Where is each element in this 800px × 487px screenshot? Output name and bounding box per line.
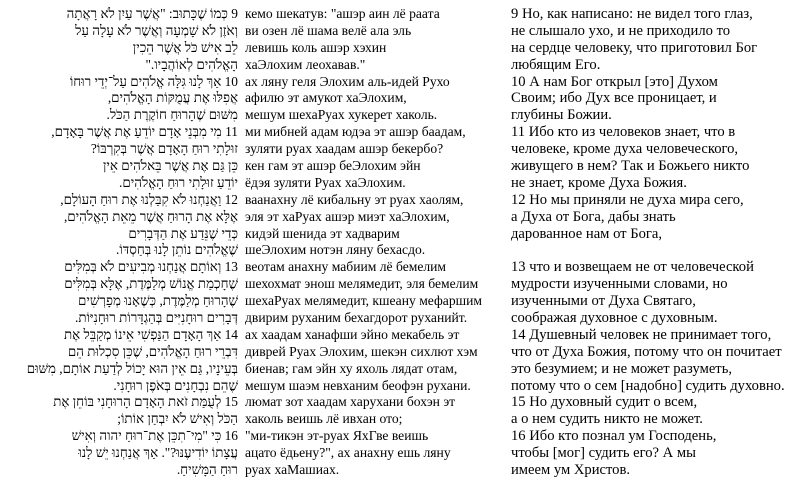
hebrew-line: בְּעֵינָיו, גַּם אֵין הוּא יָכוֹל לְדַעַת אוֹתָם, מִשּׁוּם	[26, 360, 238, 376]
russian-line: 12 Но мы приняли не духа мира сего,	[511, 191, 744, 208]
transliteration-line: кидэй шенида эт хадварим	[245, 225, 400, 241]
hebrew-line: דִּבְרֵי רוּחַ הָאֱלֹהִים, שֶׁכֵּן סִכְלוּת הֵם	[67, 343, 238, 359]
transliteration-line: мешум шехаРуах хукерет хаколь.	[245, 107, 438, 123]
transliteration-line: шехохмат энош мелямедит, эля бемелим	[245, 276, 479, 292]
hebrew-line: אֲפִלּוּ אֶת עֲמֻקּוֹת הָאֱלֹהִים,	[107, 90, 238, 106]
hebrew-line: הָאֱלֹהִים לְאוֹהֲבָיו."	[145, 56, 238, 72]
hebrew-text-column	[6, 6, 238, 479]
transliteration-line: кен гам эт ашэр беЭлохим эйн	[245, 158, 421, 174]
russian-line: а о нем судить никто не может.	[511, 411, 703, 428]
russian-line: имеем ум Христов.	[511, 462, 631, 479]
transliteration-line: люмат зот хаадам харухани бохэн эт	[245, 394, 456, 410]
russian-line: живущего в нем? Так и Божьего никто	[511, 158, 750, 175]
hebrew-line: עֲצָתוֹ יוֹדִיעֶנּוּ?". אַךְ אֲנַחְנוּ יֵשׁ לָנוּ	[78, 445, 238, 461]
russian-line: а Духа от Бога, дабы знать	[511, 208, 676, 225]
transliteration-line: ёдэя зуляти Руах хаЭлохим.	[245, 174, 406, 190]
transliteration-line: шехаРуах мелямедит, кшеану мефаршим	[245, 293, 482, 309]
hebrew-line: 15 לְעֻמַּת זֹאת הָאָדָם הָרוּחָנִי בּוֹחֵן אֶת	[53, 394, 238, 410]
russian-line: потому что о сем [надобно] судить духовно.	[511, 377, 785, 394]
transliteration-line: ми мибней адам юдэа эт ашэр баадам,	[245, 124, 466, 140]
hebrew-line: כֵּן גַּם אֶת אֲשֶׁר בֵּאלֹהִים אֵין	[102, 158, 238, 174]
hebrew-line: וְאֹזֶן לֹא שָׁמְעָה וְאֲשֶׁר לֹא עָלָה עַל	[75, 22, 238, 38]
transliteration-line: диврей Руах Элохим, шекэн сихлют хэм	[245, 343, 478, 359]
russian-line: Своим; ибо Дух все проницает, и	[511, 90, 717, 107]
transliteration-line: зуляти руах хаадам ашэр бекербо?	[245, 141, 444, 157]
transliteration-line: шеЭлохим нотэн ляну бехасдо.	[245, 242, 426, 258]
hebrew-line: שֶׁהָרוּחַ מְלַמֶּדֶת, כְּשֶׁאָנוּ מְפָרְשִׁים	[78, 293, 238, 309]
russian-line: 13 что и возвещаем не от человеческой	[511, 259, 754, 276]
transliteration-line: руах хаМашиах.	[245, 462, 340, 478]
transliteration-line: эля эт хаРуах ашэр миэт хаЭлохим,	[245, 208, 450, 224]
russian-line: соображая духовное с духовным.	[511, 310, 718, 327]
hebrew-line: אֶלָּא אֶת הָרוּחַ אֲשֶׁר מֵאֵת הָאֱלֹהִים,	[63, 208, 238, 224]
russian-line: это безумием; и не может разуметь,	[511, 360, 732, 377]
russian-line: что от Духа Божия, потому что он почитает	[511, 343, 782, 360]
transliteration-line: ви озен лё шама велё ала эль	[245, 22, 412, 38]
hebrew-line: 9 כְּמוֹ שֶׁכָּתוּב: "אֲשֶׁר עַיִן לֹא רָאֲתָה	[66, 6, 238, 21]
russian-line: изученными от Духа Святаго,	[511, 293, 696, 310]
transliteration-line: двирим руханим бехагдорот руханийт.	[245, 310, 468, 326]
hebrew-line: שֶׁאֱלֹהִים נוֹתֵן לָנוּ בְּחַסְדּוֹ.	[115, 242, 238, 258]
hebrew-line: יוֹדֵעַ זוּלָתִי רוּחַ הָאֱלֹהִים.	[119, 174, 238, 190]
transliteration-line: "ми-тикэн эт-руах ЯхГве веишь	[245, 428, 429, 444]
transliteration-line: ацато ёдьену?", ах анахну ешь ляну	[245, 445, 451, 461]
transliteration-line: кемо шекатув: "ашэр аин лё раата	[245, 6, 440, 21]
hebrew-line: לֵב אִישׁ כֹּל אֲשֶׁר הֵכִין	[132, 39, 238, 55]
russian-line: на сердце человеку, что приготовил Бог	[511, 39, 758, 56]
hebrew-line: שֶׁחָכְמַת אֱנוֹשׁ מְלַמֶּדֶת, אֶלָּא בְּמִלִּים	[64, 276, 238, 292]
russian-line: не слышало ухо, и не приходило то	[511, 22, 731, 39]
russian-line: любящим Его.	[511, 56, 601, 73]
transliteration-line: биенав; гам эйн ху яхоль лядат отам,	[245, 360, 458, 376]
transliteration-line: хаЭлохим леохавав."	[245, 56, 366, 72]
transliteration-line: ваанахну лё кибальну эт руах хаолям,	[245, 191, 464, 207]
hebrew-line: 13 וְאוֹתָם אֲנַחְנוּ מְבִיעִים לֹא בְּמִלִּים	[64, 259, 238, 275]
russian-line: 10 А нам Бог открыл [это] Духом	[511, 73, 718, 90]
hebrew-line: מִשּׁוּם שֶׁהָרוּחַ חוֹקֶרֶת הַכֹּל.	[106, 107, 238, 123]
hebrew-line: שֶׁהֵם נִבְחָנִים בְּאֹפֶן רוּחָנִי.	[113, 377, 238, 393]
hebrew-line: 11 מִי מִבְּנֵי אָדָם יוֹדֵעַ אֶת אֲשֶׁר בָּאָדָם,	[51, 124, 238, 140]
transliteration-line: мешум шаэм невханим беофэн рухани.	[245, 377, 471, 393]
hebrew-line: 10 אַךְ לָנוּ גִּלָּה אֱלֹהִים עַל־יְדֵי רוּחוֹ	[69, 73, 238, 89]
russian-line: 15 Но духовный судит о всем,	[511, 394, 698, 411]
hebrew-line: הַכֹּל וְאִישׁ לֹא יִבְחַן אוֹתוֹ;	[117, 411, 238, 427]
russian-line: не знает, кроме Духа Божия.	[511, 174, 687, 191]
transliteration-line: левишь коль ашэр хэхин	[245, 39, 387, 55]
hebrew-line: כְּדֵי שֶׁנֵּדַע אֶת הַדְּבָרִים	[128, 225, 238, 241]
russian-line: 16 Ибо кто познал ум Господень,	[511, 428, 717, 445]
transliteration-line: ах ляну геля Элохим аль-идей Рухо	[245, 73, 450, 89]
transliteration-line: хаколь веишь лё ивхан ото;	[245, 411, 403, 427]
russian-line: 14 Душевный человек не принимает того,	[511, 326, 772, 343]
hebrew-line: 16 כִּי "מִי־תִכֵּן אֶת־רוּחַ יהוה וְאִישׁ	[71, 428, 238, 444]
hebrew-line: דְּבָרִים רוּחָנִיִּים בְּהַגְדָּרוֹת רוּחָנִיּוֹת.	[75, 310, 238, 326]
hebrew-line: זוּלָתִי רוּחַ הָאָדָם אֲשֶׁר בְּקִרְבּוֹ?	[90, 141, 238, 157]
russian-line	[511, 242, 797, 259]
russian-line: глубины Божии.	[511, 107, 612, 124]
russian-line: человеке, кроме духа человеческого,	[511, 141, 739, 158]
transliteration-line: веотам анахну мабиим лё бемелим	[245, 259, 447, 275]
transliteration-line: ах хаадам ханафши эйно мекабель эт	[245, 326, 460, 342]
hebrew-line: רוּחַ הַמָּשִׁיחַ.	[176, 462, 238, 478]
hebrew-line: 12 וַאֲנַחְנוּ לֹא קִבַּלְנוּ אֶת רוּחַ הָעוֹלָם,	[60, 191, 238, 207]
russian-translation-column	[511, 6, 797, 479]
russian-line: дарованное нам от Бога,	[511, 225, 662, 242]
russian-line: 11 Ибо кто из человеков знает, что в	[511, 124, 736, 141]
transliteration-line: афилю эт амукот хаЭлохим,	[245, 90, 407, 106]
russian-line: мудрости изученными словами, но	[511, 276, 728, 293]
russian-line: чтобы [мог] судить его? А мы	[511, 445, 696, 462]
hebrew-line: 14 אַךְ הָאָדָם הַנַּפְשִׁי אֵינוֹ מְקַבֵּל אֶת	[63, 326, 238, 342]
transliteration-column	[245, 6, 495, 479]
russian-line: 9 Но, как написано: не видел того глаз,	[511, 6, 753, 22]
